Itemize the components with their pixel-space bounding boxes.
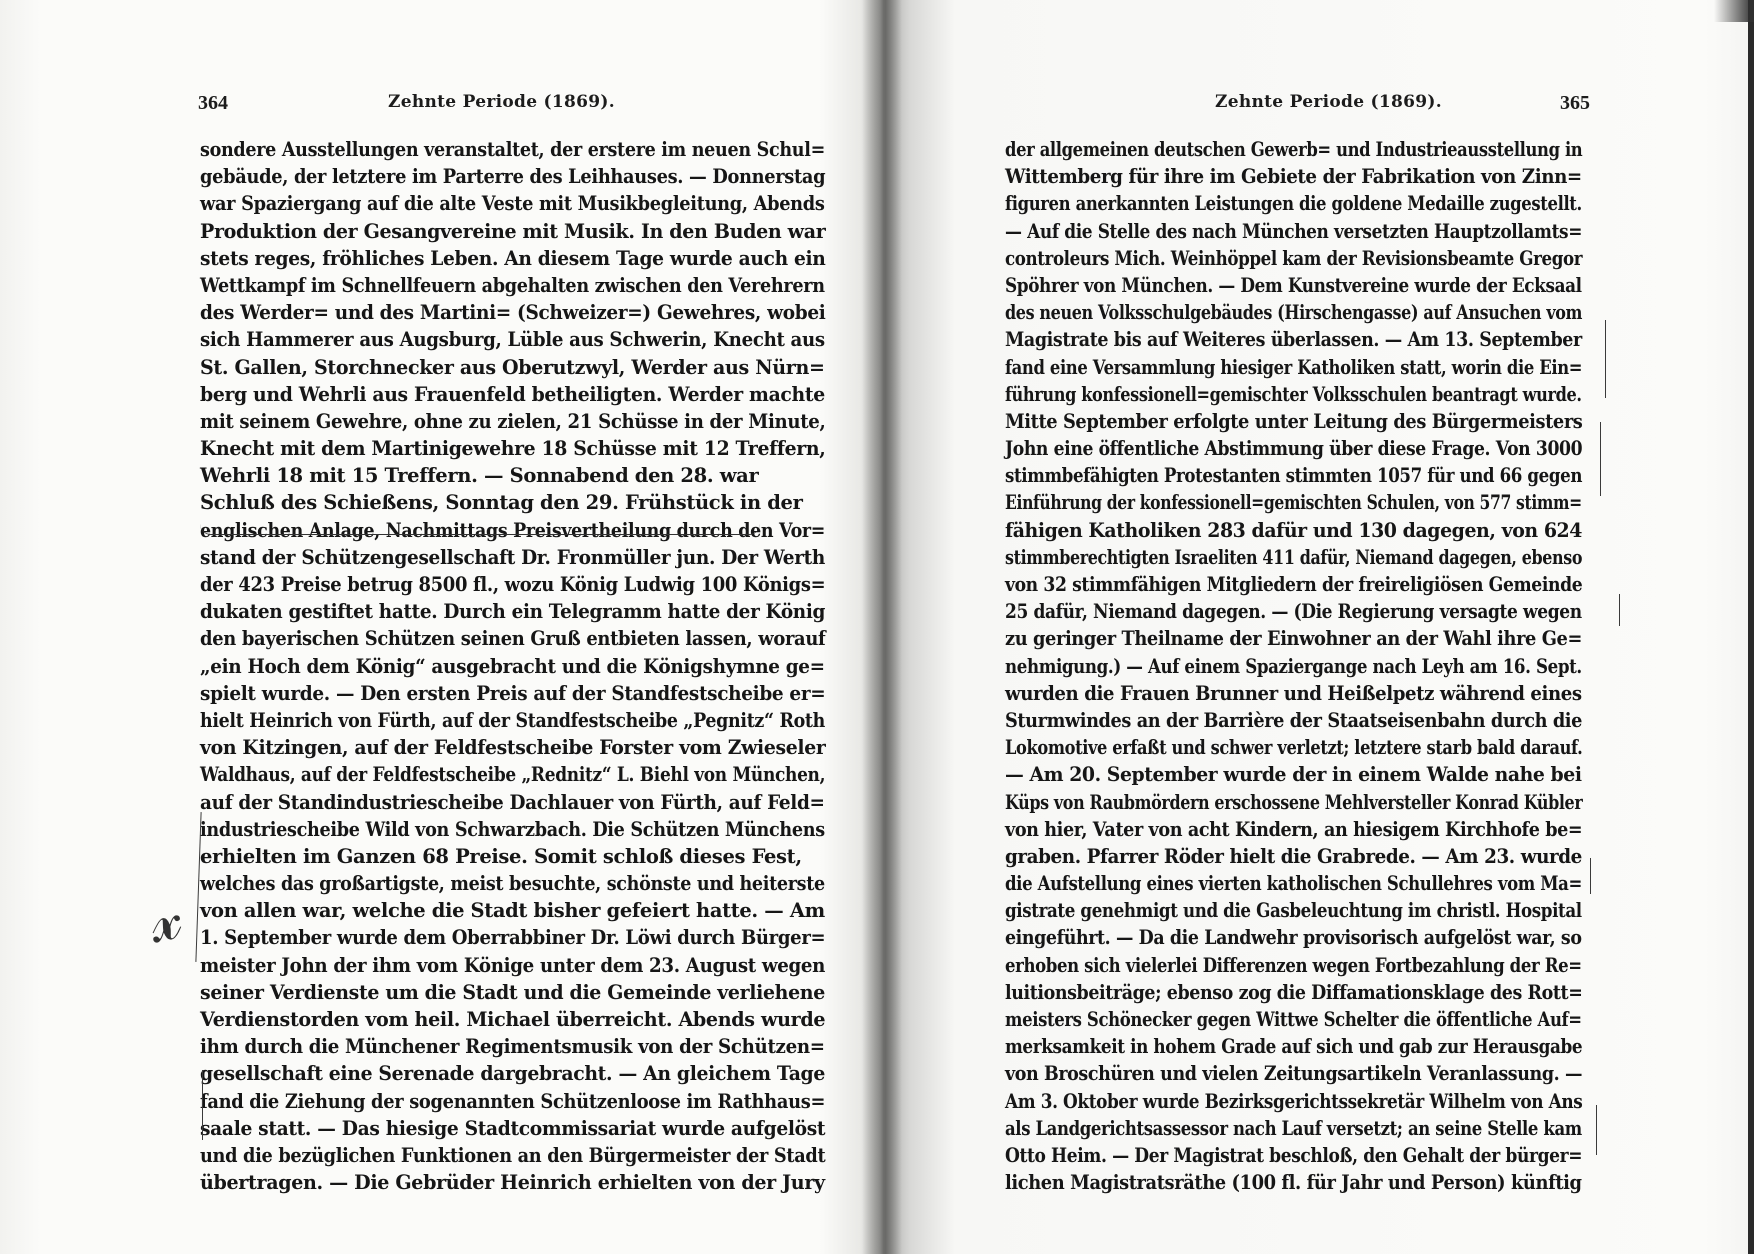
- right-text-line: Spöhrer von München. — Dem Kunstvereine wurde der Ecksaal: [1005, 273, 1582, 297]
- left-text-line: sondere Ausstellungen veranstaltet, der erstere im neuen Schul=: [200, 138, 826, 161]
- left-text-line: ihm durch die Münchener Regimentsmusik von der Schützen=: [200, 1035, 825, 1059]
- left-text-line: und die bezüglichen Funktionen an den Bürgermeister der Stadt: [200, 1143, 826, 1167]
- left-text-line: 1. September wurde dem Oberrabbiner Dr. Löwi durch Bürger=: [200, 926, 826, 950]
- pencil-margin-line: [1596, 1105, 1597, 1155]
- right-page-number: 365: [1560, 92, 1590, 114]
- right-text-line: von hier, Vater von acht Kindern, an hiesigem Kirchhofe be=: [1005, 817, 1583, 841]
- left-text-line: fand die Ziehung der sogenannten Schützenloose im Rathhaus=: [200, 1089, 826, 1113]
- right-text-line: stimmberechtigten Israeliten 411 dafür, Niemand dagegen, ebenso: [1005, 545, 1583, 569]
- left-text-line: Verdienstorden vom heil. Michael überreicht. Abends wurde: [200, 1008, 826, 1031]
- right-text-line: nehmigung.) — Auf einem Spaziergange nach Leyh am 16. Sept.: [1005, 654, 1582, 678]
- right-text-line: eingeführt. — Da die Landwehr provisorisch aufgelöst war, so: [1005, 926, 1582, 950]
- left-text-line: erhielten im Ganzen 68 Preise. Somit schloß dieses Fest,: [200, 844, 802, 868]
- right-text-line: controleurs Mich. Weinhöppel kam der Revisionsbeamte Gregor: [1005, 246, 1583, 270]
- pencil-margin-line: [1590, 858, 1591, 894]
- right-text-line: figuren anerkannten Leistungen die goldene Medaille zugestellt.: [1005, 192, 1582, 216]
- left-text-line: der 423 Preise betrug 8500 fl., wozu König Ludwig 100 Königs=: [200, 573, 826, 596]
- left-text-line: berg und Wehrli aus Frauenfeld betheiligten. Werder machte: [200, 382, 825, 406]
- left-text-line: saale statt. — Das hiesige Stadtcommissariat wurde aufgelöst: [200, 1116, 826, 1140]
- left-text-line: Schluß des Schießens, Sonntag den 29. Frühstück in der: [200, 491, 803, 515]
- right-text-line: Otto Heim. — Der Magistrat beschloß, den Gehalt der bürger=: [1005, 1143, 1583, 1167]
- left-text-line: Knecht mit dem Martinigewehre 18 Schüsse mit 12 Treffern,: [200, 437, 826, 461]
- scan-edge-shadow: [1748, 0, 1754, 1254]
- right-text-line: Magistrate bis auf Weiteres überlassen. — Am 13. September: [1005, 328, 1582, 352]
- left-text-line: den bayerischen Schützen seinen Gruß entbieten lassen, worauf: [200, 627, 826, 651]
- scan-corner-shadow: [1714, 0, 1754, 22]
- left-running-head: [198, 92, 843, 122]
- right-text-line: fähigen Katholiken 283 dafür und 130 dagegen, von 624: [1005, 518, 1583, 542]
- left-text-line: welches das großartigste, meist besuchte, schönste und heiterste: [200, 872, 825, 896]
- left-text-line: gebäude, der letztere im Parterre des Leihhauses. — Donnerstag: [200, 165, 826, 189]
- left-text-line: dukaten gestiftet hatte. Durch ein Telegramm hatte der König: [200, 600, 826, 624]
- right-text-line: Mitte September erfolgte unter Leitung des Bürgermeisters: [1005, 409, 1583, 433]
- right-text-line: Lokomotive erfaßt und schwer verletzt; letztere starb bald darauf.: [1005, 736, 1583, 760]
- right-text-line: Wittemberg für ihre im Gebiete der Fabrikation von Zinn=: [1005, 165, 1582, 189]
- left-page-number: 364: [198, 92, 228, 114]
- left-text-line: von allen war, welche die Stadt bisher gefeiert hatte. — Am: [200, 899, 825, 923]
- right-text-line: die Aufstellung eines vierten katholischen Schullehres vom Ma=: [1005, 872, 1582, 896]
- right-running-head: [1005, 92, 1590, 122]
- right-text-line: luitionsbeiträge; ebenso zog die Diffamationsklage des Rott=: [1005, 980, 1583, 1004]
- left-text-line: industriescheibe Wild von Schwarzbach. Die Schützen Münchens: [200, 817, 825, 841]
- left-text-line: stets reges, fröhliches Leben. An diesem Tage wurde auch ein: [200, 246, 826, 270]
- right-text-line: von 32 stimmfähigen Mitgliedern der freireligiösen Gemeinde: [1005, 573, 1583, 596]
- right-text-line: — Am 20. September wurde der in einem Walde nahe bei: [1005, 763, 1582, 787]
- right-text-line: Küps von Raubmördern erschossene Mehlversteller Konrad Kübler: [1005, 790, 1583, 814]
- right-text-line: graben. Pfarrer Röder hielt die Grabrede. — Am 23. wurde: [1005, 844, 1582, 868]
- right-text-line: zu geringer Theilname der Einwohner an der Wahl ihre Ge=: [1005, 627, 1582, 651]
- right-text-line: Am 3. Oktober wurde Bezirksgerichtssekretär Wilhelm von Ans: [1005, 1089, 1583, 1113]
- right-text-line: meisters Schönecker gegen Wittwe Schelter die öffentliche Auf=: [1005, 1008, 1582, 1031]
- left-text-line: von Kitzingen, auf der Feldfestscheibe Forster vom Zwieseler: [200, 736, 826, 760]
- left-text-line: Wettkampf im Schnellfeuern abgehalten zwischen den Verehrern: [200, 273, 825, 297]
- left-text-line: hielt Heinrich von Fürth, auf der Standfestscheibe „Pegnitz“ Roth: [200, 708, 825, 732]
- right-text-line: gistrate genehmigt und die Gasbeleuchtung im christl. Hospital: [1005, 899, 1582, 923]
- left-text-line: spielt wurde. — Den ersten Preis auf der Standfestscheibe er=: [200, 681, 826, 705]
- left-body-text: [200, 136, 825, 1196]
- right-text-line: erhoben sich vielerlei Differenzen wegen Fortbezahlung der Re=: [1005, 953, 1582, 977]
- left-text-line: seiner Verdienste um die Stadt und die Gemeinde verliehene: [200, 980, 825, 1004]
- right-text-line: John eine öffentliche Abstimmung über diese Frage. Von 3000: [1005, 437, 1583, 461]
- right-text-line: Sturmwindes an der Barrière der Staatseisenbahn durch die: [1005, 708, 1583, 732]
- right-text-line: als Landgerichtsassessor nach Lauf versetzt; an seine Stelle kam: [1005, 1116, 1582, 1140]
- left-text-line: sich Hammerer aus Augsburg, Lüble aus Schwerin, Knecht aus: [200, 328, 825, 352]
- left-text-line: meister John der ihm vom Könige unter dem 23. August wegen: [200, 953, 826, 977]
- left-text-line: übertragen. — Die Gebrüder Heinrich erhielten von der Jury: [200, 1171, 825, 1195]
- right-text-line: fand eine Versammlung hiesiger Katholiken statt, worin die Ein=: [1005, 355, 1583, 379]
- right-text-line: wurden die Frauen Brunner und Heißelpetz während eines: [1005, 681, 1582, 705]
- left-text-line: stand der Schützengesellschaft Dr. Fronmüller jun. Der Werth: [200, 545, 825, 569]
- left-running-title: Zehnte Periode (1869).: [388, 92, 615, 112]
- left-text-line: auf der Standindustriescheibe Dachlauer von Fürth, auf Feld=: [200, 790, 825, 814]
- pencil-margin-line: [1600, 422, 1601, 496]
- left-text-line: englischen Anlage, Nachmittags Preisvertheilung durch den Vor=: [200, 518, 826, 542]
- right-running-title: Zehnte Periode (1869).: [1215, 92, 1442, 112]
- right-text-line: merksamkeit in hohem Grade auf sich und gab zur Herausgabe: [1005, 1035, 1583, 1059]
- right-text-line: der allgemeinen deutschen Gewerb= und Industrieausstellung in: [1005, 138, 1583, 161]
- left-text-line: Produktion der Gesangvereine mit Musik. In den Buden war: [200, 219, 826, 243]
- pencil-margin-line: [1605, 320, 1606, 398]
- left-text-line: St. Gallen, Storchnecker aus Oberutzwyl, Werder aus Nürn=: [200, 355, 825, 379]
- left-text-line: „ein Hoch dem König“ ausgebracht und die Königshymne ge=: [200, 654, 825, 678]
- left-text-line: Waldhaus, auf der Feldfestscheibe „Rednitz“ L. Biehl von München,: [200, 763, 826, 787]
- right-text-line: stimmbefähigten Protestanten stimmten 1057 für und 66 gegen: [1005, 464, 1583, 488]
- left-text-line: des Werder= und des Martini= (Schweizer=) Gewehres, wobei: [200, 301, 826, 325]
- pencil-margin-glyph: 𝓍: [142, 879, 188, 959]
- book-gutter-shadow: [862, 0, 902, 1254]
- right-text-line: 25 dafür, Niemand dagegen. — (Die Regierung versagte wegen: [1005, 600, 1582, 624]
- pencil-margin-line: [202, 1070, 203, 1140]
- left-text-line: mit seinem Gewehre, ohne zu zielen, 21 Schüsse in der Minute,: [200, 409, 826, 433]
- right-text-line: von Broschüren und vielen Zeitungsartikeln Veranlassung. —: [1005, 1062, 1583, 1086]
- right-body-text: [1005, 136, 1582, 1196]
- left-text-line: gesellschaft eine Serenade dargebracht. — An gleichem Tage: [200, 1062, 825, 1086]
- right-text-line: Einführung der konfessionell=gemischten Schulen, von 577 stimm=: [1005, 491, 1582, 515]
- left-text-line: war Spaziergang auf die alte Veste mit Musikbegleitung, Abends: [200, 192, 825, 216]
- right-text-line: lichen Magistratsräthe (100 fl. für Jahr und Person) künftig: [1005, 1171, 1582, 1195]
- right-text-line: des neuen Volksschulgebäudes (Hirschengasse) auf Ansuchen vom: [1005, 301, 1583, 325]
- pencil-underline: [200, 524, 760, 535]
- right-text-line: — Auf die Stelle des nach München versetzten Hauptzollamts=: [1005, 219, 1583, 243]
- right-text-line: führung konfessionell=gemischter Volksschulen beantragt wurde.: [1005, 382, 1582, 406]
- pencil-margin-line: [1619, 594, 1620, 626]
- left-text-line: Wehrli 18 mit 15 Treffern. — Sonnabend den 28. war: [200, 464, 759, 488]
